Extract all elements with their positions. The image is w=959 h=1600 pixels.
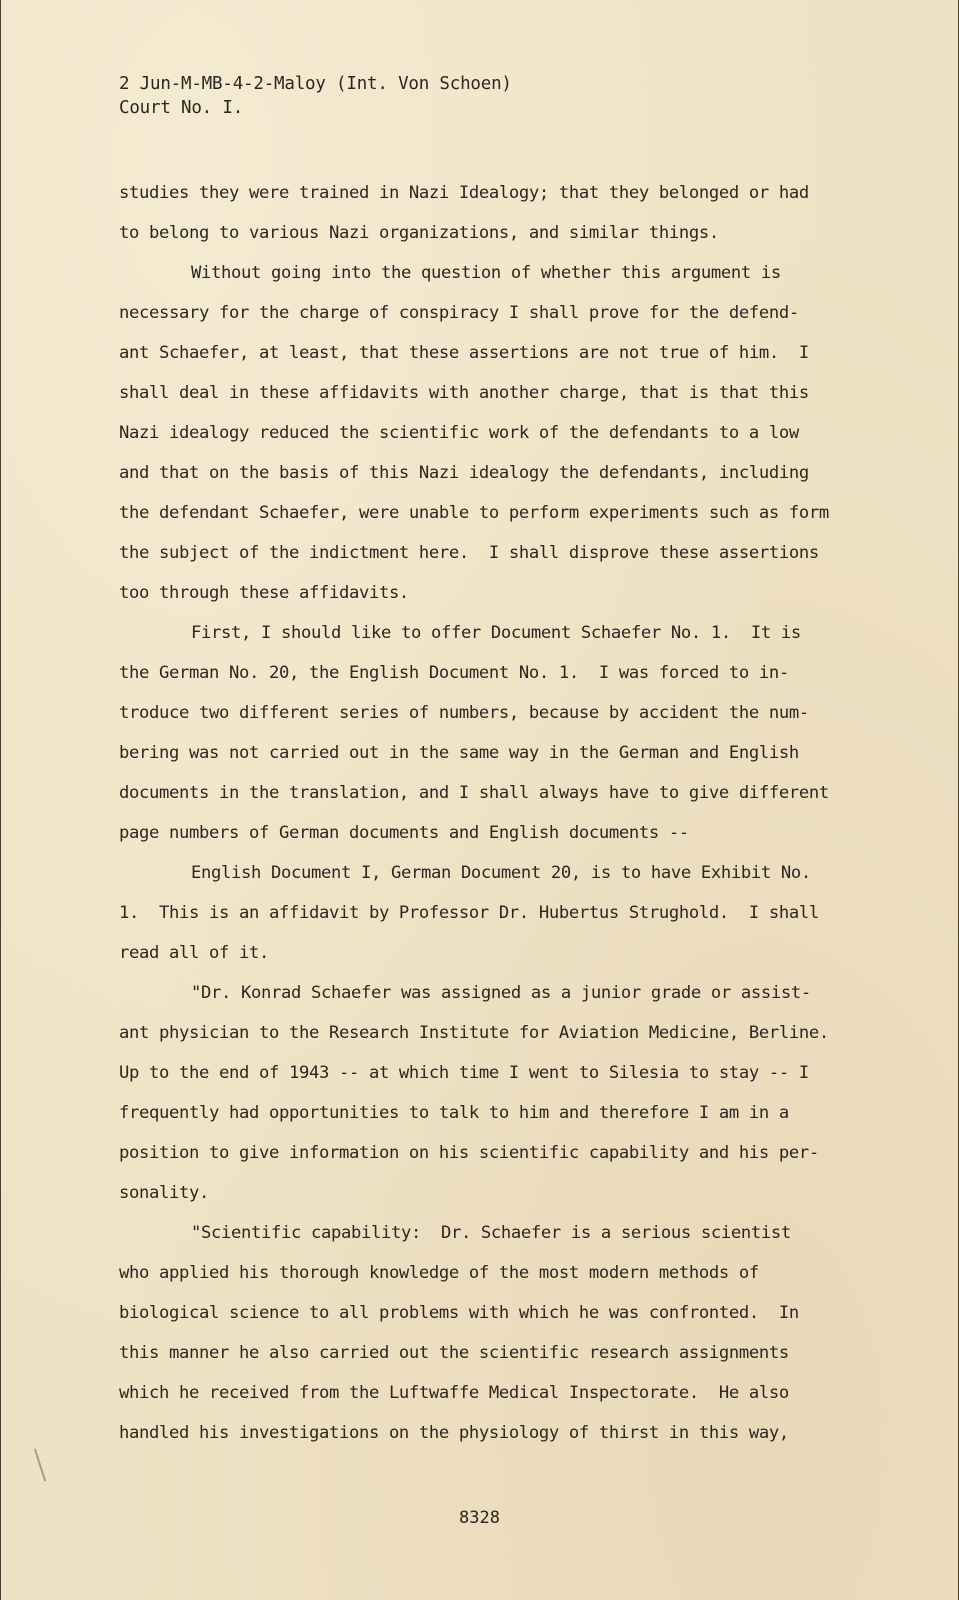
text-line: studies they were trained in Nazi Idealogy; that they belonged or had [119, 183, 809, 203]
text-line: "Scientific capability: Dr. Schaefer is a serious scientist [191, 1223, 791, 1243]
text-line: ant Schaefer, at least, that these assertions are not true of him. I [119, 343, 809, 363]
text-line: 1. This is an affidavit by Professor Dr. Hubertus Strughold. I shall [119, 903, 819, 923]
text-line: page numbers of German documents and English documents -- [119, 823, 689, 843]
text-line: Nazi idealogy reduced the scientific work of the defendants to a low [119, 423, 799, 443]
text-line: bering was not carried out in the same way in the German and English [119, 743, 799, 763]
text-line: documents in the translation, and I shall always have to give different [119, 783, 829, 803]
text-line: the German No. 20, the English Document No. 1. I was forced to in- [119, 663, 789, 683]
text-line: English Document I, German Document 20, is to have Exhibit No. [191, 863, 811, 883]
text-line: too through these affidavits. [119, 583, 409, 603]
margin-pencil-mark [34, 1449, 46, 1482]
text-line: ant physician to the Research Institute for Aviation Medicine, Berline. [119, 1023, 829, 1043]
text-line: troduce two different series of numbers, because by accident the num- [119, 703, 809, 723]
text-line: the subject of the indictment here. I shall disprove these assertions [119, 543, 819, 563]
document-header [119, 72, 512, 120]
header-court-line: Court No. I. [119, 98, 244, 118]
text-line: to belong to various Nazi organizations, and similar things. [119, 223, 719, 243]
text-line: Up to the end of 1943 -- at which time I went to Silesia to stay -- I [119, 1063, 809, 1083]
text-line: handled his investigations on the physiology of thirst in this way, [119, 1423, 789, 1443]
header-reference-line: 2 Jun-M-MB-4-2-Maloy (Int. Von Schoen) [119, 74, 512, 94]
text-line: Without going into the question of whether this argument is [191, 263, 781, 283]
text-line: frequently had opportunities to talk to him and therefore I am in a [119, 1103, 789, 1123]
text-line: sonality. [119, 1183, 209, 1203]
text-line: shall deal in these affidavits with another charge, that is that this [119, 383, 809, 403]
document-page [1, 0, 958, 1600]
page-number: 8328 [459, 1508, 500, 1528]
text-line: the defendant Schaefer, were unable to perform experiments such as form [119, 503, 829, 523]
text-line: which he received from the Luftwaffe Medical Inspectorate. He also [119, 1383, 789, 1403]
text-line: this manner he also carried out the scientific research assignments [119, 1343, 789, 1363]
text-line: "Dr. Konrad Schaefer was assigned as a junior grade or assist- [191, 983, 811, 1003]
text-line: necessary for the charge of conspiracy I shall prove for the defend- [119, 303, 799, 323]
text-line: biological science to all problems with which he was confronted. In [119, 1303, 799, 1323]
text-line: read all of it. [119, 943, 269, 963]
text-line: First, I should like to offer Document Schaefer No. 1. It is [191, 623, 801, 643]
text-line: who applied his thorough knowledge of the most modern methods of [119, 1263, 759, 1283]
text-line: position to give information on his scientific capability and his per- [119, 1143, 819, 1163]
text-line: and that on the basis of this Nazi idealogy the defendants, including [119, 463, 809, 483]
document-body [119, 173, 859, 1453]
